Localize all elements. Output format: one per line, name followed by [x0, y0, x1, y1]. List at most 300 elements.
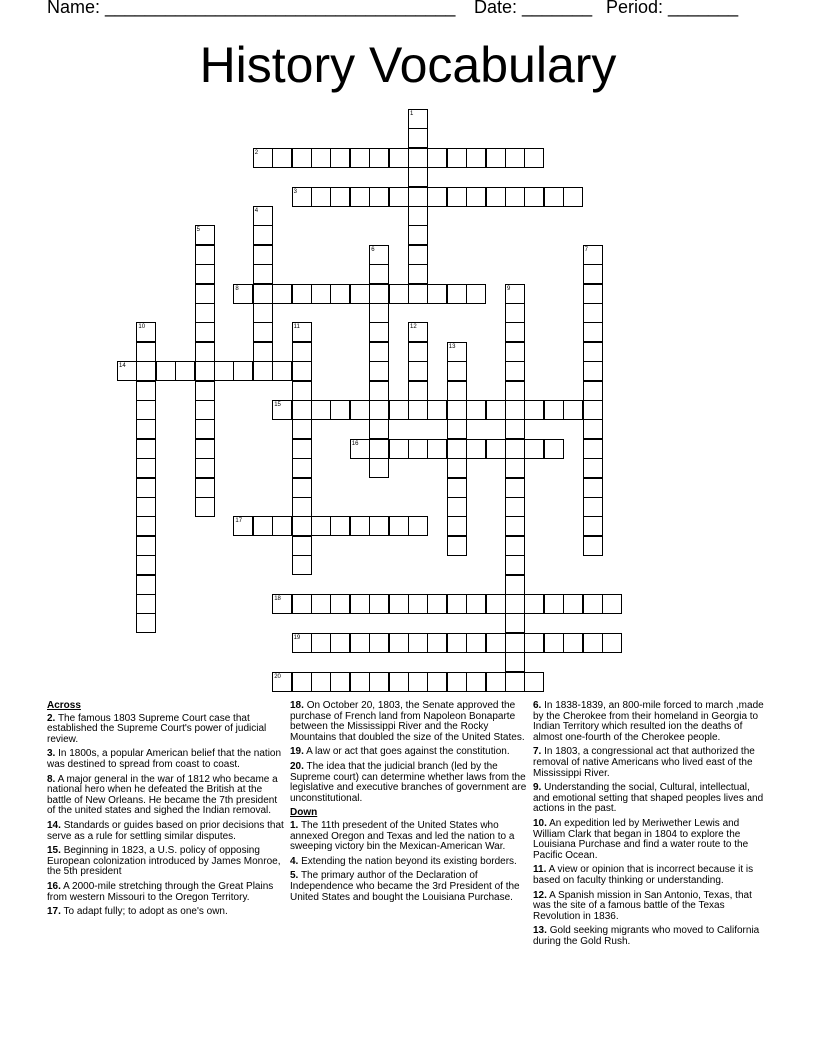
grid-cell[interactable]	[447, 516, 467, 536]
grid-cell[interactable]	[292, 555, 312, 575]
grid-cell[interactable]	[330, 400, 350, 420]
clue-text: The famous 1803 Supreme Court case that established the Supreme Court's power of judicial review.	[47, 712, 267, 745]
clue-text: A law or act that goes against the constitution.	[306, 746, 510, 758]
grid-cell[interactable]	[466, 672, 486, 692]
clue-text: To adapt fully; to adopt as one's own.	[63, 906, 228, 918]
grid-cell[interactable]	[486, 187, 506, 207]
clue-number: 15.	[47, 845, 61, 857]
grid-cell[interactable]	[505, 555, 525, 575]
clue-number: 18.	[290, 700, 304, 711]
grid-cell[interactable]	[195, 478, 215, 498]
cell-number: 15	[274, 402, 281, 408]
clue-column-2	[290, 701, 528, 907]
clue-across-17	[47, 907, 285, 918]
cell-number: 10	[138, 324, 146, 331]
grid-cell[interactable]	[136, 555, 156, 575]
grid-cell[interactable]	[330, 516, 350, 536]
grid-cell[interactable]	[350, 516, 370, 536]
grid-cell[interactable]	[292, 148, 312, 168]
grid-cell[interactable]	[524, 400, 544, 420]
grid-cell[interactable]	[292, 458, 312, 478]
grid-cell[interactable]	[369, 303, 389, 323]
grid-cell[interactable]	[195, 458, 215, 478]
grid-cell[interactable]	[505, 633, 525, 653]
grid-cell[interactable]	[583, 361, 603, 381]
period-field: Period: _______	[606, 0, 739, 17]
grid-cell[interactable]	[136, 419, 156, 439]
clue-number: 17.	[47, 906, 61, 918]
grid-cell[interactable]	[408, 225, 428, 245]
clue-across-18	[290, 701, 528, 743]
grid-cell[interactable]	[136, 400, 156, 420]
grid-cell[interactable]	[136, 439, 156, 459]
grid-cell[interactable]	[136, 478, 156, 498]
grid-cell[interactable]	[272, 361, 292, 381]
grid-cell[interactable]	[253, 284, 273, 304]
grid-cell[interactable]	[195, 264, 215, 284]
grid-cell[interactable]	[583, 342, 603, 362]
grid-cell[interactable]	[292, 594, 312, 614]
cell-number: 14	[119, 363, 126, 370]
grid-cell[interactable]	[369, 419, 389, 439]
grid-cell[interactable]	[350, 284, 370, 304]
grid-cell[interactable]	[408, 361, 428, 381]
clue-number: 6.	[533, 700, 542, 711]
grid-cell[interactable]	[505, 672, 525, 692]
grid-cell[interactable]	[253, 245, 273, 265]
grid-cell[interactable]	[505, 400, 525, 420]
grid-cell[interactable]	[311, 148, 331, 168]
grid-cell[interactable]	[175, 361, 195, 381]
grid-cell[interactable]	[486, 633, 506, 653]
grid-cell[interactable]	[389, 148, 409, 168]
grid-cell[interactable]	[214, 361, 234, 381]
grid-cell[interactable]	[253, 516, 273, 536]
grid-cell[interactable]	[505, 478, 525, 498]
grid-cell[interactable]	[369, 342, 389, 362]
cell-number: 16	[351, 440, 359, 447]
grid-cell[interactable]	[292, 419, 312, 439]
grid-cell[interactable]	[136, 613, 156, 633]
grid-cell[interactable]	[466, 439, 486, 459]
grid-cell[interactable]	[505, 575, 525, 595]
clue-text: A 2000-mile stretching through the Great Plains from western Missouri to the Oregon Territory.	[47, 880, 274, 903]
grid-cell[interactable]	[583, 400, 603, 420]
grid-cell[interactable]	[350, 633, 370, 653]
grid-cell[interactable]	[253, 225, 273, 245]
grid-cell[interactable]	[369, 264, 389, 284]
clue-text: A view or opinion that is incorrect because it is based on faculty thinking or understanding.	[533, 864, 754, 886]
grid-cell[interactable]	[447, 439, 467, 459]
grid-cell[interactable]	[350, 187, 370, 207]
grid-cell[interactable]	[544, 594, 564, 614]
grid-cell[interactable]	[408, 672, 428, 692]
cell-number: 8	[235, 285, 239, 292]
grid-cell[interactable]	[505, 497, 525, 517]
clue-down-12	[533, 891, 769, 923]
clue-number: 8.	[47, 773, 56, 785]
grid-cell[interactable]	[195, 322, 215, 342]
grid-cell[interactable]	[505, 381, 525, 401]
grid-cell[interactable]	[408, 381, 428, 401]
grid-cell[interactable]	[330, 594, 350, 614]
grid-cell[interactable]	[389, 439, 409, 459]
grid-cell[interactable]	[583, 264, 603, 284]
grid-cell[interactable]	[486, 439, 506, 459]
grid-cell[interactable]	[369, 322, 389, 342]
clue-across-15	[47, 846, 285, 878]
grid-cell[interactable]	[544, 439, 564, 459]
grid-cell[interactable]	[330, 672, 350, 692]
grid-cell[interactable]	[195, 342, 215, 362]
grid-cell[interactable]	[486, 672, 506, 692]
grid-cell[interactable]	[466, 284, 486, 304]
grid-cell[interactable]	[136, 361, 156, 381]
grid-cell[interactable]	[447, 672, 467, 692]
grid-cell[interactable]	[447, 148, 467, 168]
grid-cell[interactable]	[524, 594, 544, 614]
grid-cell[interactable]	[389, 594, 409, 614]
grid-cell[interactable]	[292, 536, 312, 556]
grid-cell[interactable]	[292, 381, 312, 401]
clue-number: 3.	[47, 748, 56, 760]
grid-cell[interactable]	[583, 536, 603, 556]
grid-cell[interactable]	[524, 187, 544, 207]
grid-cell[interactable]	[233, 361, 253, 381]
clue-down-5	[290, 871, 528, 903]
grid-cell[interactable]	[195, 439, 215, 459]
grid-cell[interactable]	[408, 148, 428, 168]
grid-cell[interactable]	[330, 187, 350, 207]
grid-cell[interactable]	[311, 516, 331, 536]
grid-cell[interactable]	[369, 516, 389, 536]
grid-cell[interactable]	[427, 400, 447, 420]
grid-cell[interactable]	[466, 148, 486, 168]
clue-text: Understanding the social, Cultural, intellectual, and emotional setting that shaped peoples lives and actions in the past.	[533, 782, 764, 815]
grid-cell[interactable]	[427, 284, 447, 304]
clue-text: Beginning in 1823, a U.S. policy of opposing European colonization introduced by James Monroe, the 5th president	[47, 845, 281, 878]
grid-cell[interactable]	[447, 458, 467, 478]
grid-cell[interactable]	[447, 361, 467, 381]
clue-number: 10.	[533, 817, 547, 829]
clue-text: In 1803, a congressional act that authorized the removal of native Americans who lived east of the Mississippi River.	[533, 746, 755, 779]
grid-cell[interactable]	[447, 633, 467, 653]
grid-cell[interactable]	[136, 497, 156, 517]
grid-cell[interactable]	[195, 284, 215, 304]
grid-cell[interactable]	[583, 633, 603, 653]
grid-cell[interactable]	[563, 594, 583, 614]
clue-across-20	[290, 762, 528, 804]
grid-cell[interactable]	[389, 516, 409, 536]
clue-column-1	[47, 701, 285, 922]
grid-cell[interactable]	[505, 342, 525, 362]
clue-number: 7.	[533, 746, 542, 758]
grid-cell[interactable]	[253, 342, 273, 362]
grid-cell[interactable]	[447, 478, 467, 498]
grid-cell[interactable]	[369, 381, 389, 401]
clue-down-10	[533, 819, 769, 861]
grid-cell[interactable]	[544, 400, 564, 420]
clue-number: 14.	[47, 819, 61, 831]
clue-text: The primary author of the Declaration of Independence who became the 3rd President of the United States and bought the Louisiana Purchase.	[290, 870, 520, 903]
grid-cell[interactable]	[408, 245, 428, 265]
grid-cell[interactable]	[408, 187, 428, 207]
clue-across-14	[47, 821, 285, 842]
grid-cell[interactable]	[292, 284, 312, 304]
cell-number: 1	[410, 111, 414, 117]
grid-cell[interactable]	[427, 594, 447, 614]
grid-cell[interactable]	[524, 672, 544, 692]
grid-cell[interactable]	[253, 303, 273, 323]
grid-cell[interactable]	[583, 497, 603, 517]
grid-cell[interactable]	[311, 187, 331, 207]
cell-number: 17	[235, 518, 243, 525]
grid-cell[interactable]	[447, 284, 467, 304]
grid-cell[interactable]	[369, 633, 389, 653]
grid-cell[interactable]	[350, 400, 370, 420]
clue-number: 4.	[290, 855, 299, 867]
grid-cell[interactable]	[292, 361, 312, 381]
clue-text: In 1800s, a popular American belief that the nation was destined to spread from coast to coast.	[47, 748, 282, 770]
grid-cell[interactable]	[369, 458, 389, 478]
grid-cell[interactable]	[389, 672, 409, 692]
grid-cell[interactable]	[408, 516, 428, 536]
clue-number: 16.	[47, 880, 61, 892]
grid-cell[interactable]	[389, 633, 409, 653]
grid-cell[interactable]	[369, 439, 389, 459]
grid-cell[interactable]	[583, 419, 603, 439]
clue-down-1	[290, 821, 528, 853]
clue-across-16	[47, 882, 285, 903]
cell-number: 7	[584, 246, 588, 253]
grid-cell[interactable]	[311, 400, 331, 420]
grid-cell[interactable]	[369, 594, 389, 614]
grid-cell[interactable]	[292, 400, 312, 420]
grid-cell[interactable]	[447, 594, 467, 614]
grid-cell[interactable]	[427, 148, 447, 168]
grid-cell[interactable]	[583, 516, 603, 536]
grid-cell[interactable]	[427, 672, 447, 692]
clue-number: 1.	[290, 819, 299, 831]
grid-cell[interactable]	[369, 361, 389, 381]
grid-cell[interactable]	[136, 381, 156, 401]
grid-cell[interactable]	[563, 400, 583, 420]
grid-cell[interactable]	[195, 245, 215, 265]
clue-down-13	[533, 926, 769, 947]
grid-cell[interactable]	[505, 439, 525, 459]
cell-number: 11	[293, 324, 300, 331]
grid-cell[interactable]	[427, 187, 447, 207]
cell-number: 5	[196, 227, 200, 234]
clue-down-7	[533, 747, 769, 779]
grid-cell[interactable]	[369, 148, 389, 168]
grid-cell[interactable]	[505, 536, 525, 556]
grid-cell[interactable]	[272, 516, 292, 536]
grid-cell[interactable]	[389, 284, 409, 304]
grid-cell[interactable]	[583, 439, 603, 459]
across-heading: Across	[47, 700, 81, 711]
grid-cell[interactable]	[292, 439, 312, 459]
grid-cell[interactable]	[195, 303, 215, 323]
grid-cell[interactable]	[136, 516, 156, 536]
grid-cell[interactable]	[136, 575, 156, 595]
grid-cell[interactable]	[602, 594, 622, 614]
grid-cell[interactable]	[408, 206, 428, 226]
cell-number: 13	[448, 343, 456, 350]
grid-cell[interactable]	[369, 400, 389, 420]
grid-cell[interactable]	[389, 187, 409, 207]
grid-cell[interactable]	[408, 400, 428, 420]
grid-cell[interactable]	[408, 284, 428, 304]
grid-cell[interactable]	[544, 187, 564, 207]
grid-cell[interactable]	[447, 381, 467, 401]
grid-cell[interactable]	[505, 361, 525, 381]
grid-cell[interactable]	[427, 633, 447, 653]
grid-cell[interactable]	[408, 128, 428, 148]
grid-cell[interactable]	[311, 633, 331, 653]
grid-cell[interactable]	[583, 303, 603, 323]
clue-number: 5.	[290, 870, 299, 882]
grid-cell[interactable]	[583, 284, 603, 304]
grid-cell[interactable]	[311, 594, 331, 614]
grid-cell[interactable]	[292, 342, 312, 362]
grid-cell[interactable]	[253, 264, 273, 284]
grid-cell[interactable]	[369, 187, 389, 207]
grid-cell[interactable]	[195, 497, 215, 517]
grid-cell[interactable]	[505, 594, 525, 614]
grid-cell[interactable]	[408, 264, 428, 284]
clue-column-3	[533, 701, 769, 951]
clue-down-4	[290, 857, 528, 868]
grid-cell[interactable]	[524, 439, 544, 459]
clue-text: An expedition led by Meriwether Lewis and William Clark that began in 1804 to explore the Louisiana Purchase and find a water route to the Pacific Ocean.	[533, 817, 749, 861]
grid-cell[interactable]	[563, 633, 583, 653]
grid-cell[interactable]	[505, 516, 525, 536]
clue-down-9	[533, 783, 769, 815]
clue-text: Gold seeking migrants who moved to California during the Gold Rush.	[533, 925, 760, 947]
clue-across-3	[47, 749, 285, 770]
grid-cell[interactable]	[330, 148, 350, 168]
page-title: History Vocabulary	[199, 37, 617, 93]
grid-cell[interactable]	[292, 497, 312, 517]
grid-cell[interactable]	[583, 458, 603, 478]
grid-cell[interactable]	[583, 478, 603, 498]
grid-cell[interactable]	[253, 361, 273, 381]
grid-cell[interactable]	[505, 187, 525, 207]
grid-cell[interactable]	[602, 633, 622, 653]
grid-cell[interactable]	[195, 419, 215, 439]
grid-cell[interactable]	[486, 400, 506, 420]
grid-cell[interactable]	[350, 672, 370, 692]
grid-cell[interactable]	[389, 400, 409, 420]
grid-cell[interactable]	[272, 284, 292, 304]
grid-cell[interactable]	[136, 342, 156, 362]
cell-number: 3	[293, 188, 297, 195]
grid-cell[interactable]	[505, 458, 525, 478]
grid-cell[interactable]	[292, 516, 312, 536]
grid-cell[interactable]	[447, 400, 467, 420]
grid-cell[interactable]	[447, 187, 467, 207]
clue-number: 2.	[47, 712, 56, 724]
grid-cell[interactable]	[408, 633, 428, 653]
grid-cell[interactable]	[544, 633, 564, 653]
grid-cell[interactable]	[330, 284, 350, 304]
grid-cell[interactable]	[505, 652, 525, 672]
grid-cell[interactable]	[136, 458, 156, 478]
grid-cell[interactable]	[369, 672, 389, 692]
grid-cell[interactable]	[466, 400, 486, 420]
grid-cell[interactable]	[447, 536, 467, 556]
grid-cell[interactable]	[505, 303, 525, 323]
grid-cell[interactable]	[524, 633, 544, 653]
grid-cell[interactable]	[292, 478, 312, 498]
clue-across-8	[47, 775, 285, 817]
grid-cell[interactable]	[350, 148, 370, 168]
grid-cell[interactable]	[369, 284, 389, 304]
grid-cell[interactable]	[486, 148, 506, 168]
grid-cell[interactable]	[563, 187, 583, 207]
grid-cell[interactable]	[466, 187, 486, 207]
grid-cell[interactable]	[505, 419, 525, 439]
grid-cell[interactable]	[330, 633, 350, 653]
clue-number: 9.	[533, 782, 542, 794]
grid-cell[interactable]	[292, 672, 312, 692]
grid-cell[interactable]	[408, 167, 428, 187]
clue-number: 11.	[533, 864, 547, 876]
grid-cell[interactable]	[136, 594, 156, 614]
grid-cell[interactable]	[447, 497, 467, 517]
grid-cell[interactable]	[466, 633, 486, 653]
grid-cell[interactable]	[195, 400, 215, 420]
grid-cell[interactable]	[583, 381, 603, 401]
grid-cell[interactable]	[466, 594, 486, 614]
grid-cell[interactable]	[311, 284, 331, 304]
clue-down-11	[533, 865, 769, 886]
grid-cell[interactable]	[195, 361, 215, 381]
grid-cell[interactable]	[408, 439, 428, 459]
grid-cell[interactable]	[447, 419, 467, 439]
grid-cell[interactable]	[524, 148, 544, 168]
grid-cell[interactable]	[505, 613, 525, 633]
grid-cell[interactable]	[486, 594, 506, 614]
grid-cell[interactable]	[311, 672, 331, 692]
grid-cell[interactable]	[583, 594, 603, 614]
clue-number: 13.	[533, 925, 547, 937]
grid-cell[interactable]	[408, 594, 428, 614]
grid-cell[interactable]	[136, 536, 156, 556]
clue-text: A Spanish mission in San Antonio, Texas, that was the site of a famous battle of the Texas Revolution in 1836.	[533, 889, 752, 922]
grid-cell[interactable]	[427, 439, 447, 459]
grid-cell[interactable]	[408, 342, 428, 362]
grid-cell[interactable]	[505, 148, 525, 168]
grid-cell[interactable]	[195, 381, 215, 401]
grid-cell[interactable]	[253, 322, 273, 342]
grid-cell[interactable]	[583, 322, 603, 342]
grid-cell[interactable]	[272, 148, 292, 168]
grid-cell[interactable]	[350, 594, 370, 614]
clue-text: Extending the nation beyond its existing borders.	[301, 855, 517, 867]
cell-number: 12	[410, 324, 417, 331]
clue-across-2	[47, 714, 285, 746]
grid-cell[interactable]	[505, 322, 525, 342]
clue-text: The 11th presedent of the United States who annexed Oregon and Texas and led the nation to a sweeping victory bin the Mexican-American War.	[290, 819, 515, 853]
cell-number: 20	[274, 673, 281, 680]
down-heading: Down	[290, 807, 318, 819]
cell-number: 4	[254, 208, 259, 214]
clue-number: 20.	[290, 760, 304, 772]
grid-cell[interactable]	[156, 361, 176, 381]
clue-across-19	[290, 747, 528, 758]
